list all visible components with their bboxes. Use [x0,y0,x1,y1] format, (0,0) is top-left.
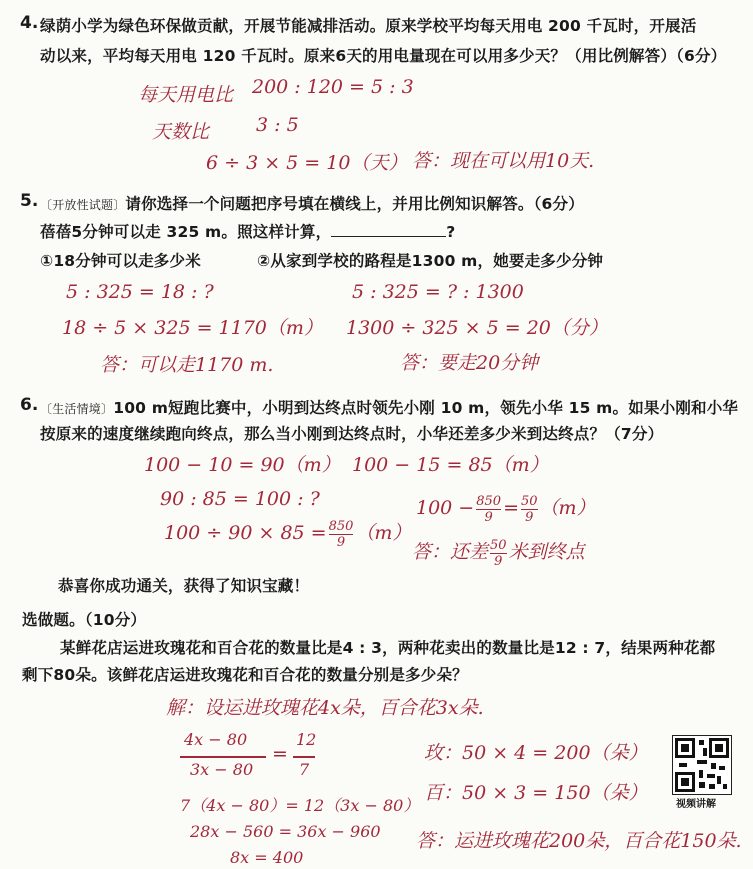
q6-hw-right1 [352,450,549,477]
extra-hw-answer: 答：运进玫瑰花200朵，百合花150朵. [416,830,742,852]
q6-hw-left3 [164,518,411,549]
fraction [521,495,538,524]
denominator: 9 [336,534,346,550]
q5-hw-right2: 1300 ÷ 325 × 5 = 20（分） [346,317,608,339]
q6-hw-left3-pre: 100 ÷ 90 × 85 = [164,522,327,544]
q5-hw-right3: 答：要走20分钟 [400,352,539,374]
numerator: 50 [520,493,538,509]
q5-line2-pre: 蓓蓓5分钟可以走 325 m。照这样计算， [40,223,332,241]
qr-module [699,782,705,788]
q5-line2-post: ? [446,223,456,241]
qr-finder [675,772,695,792]
qr-module [707,774,715,778]
q6-hw-right1-pre: 100 − 15 = [352,454,463,476]
q5-tag: 〔开放性试题〕 [40,198,126,212]
q6-hw-right2 [416,493,596,524]
q4-hw-label2: 天数比 [152,121,210,143]
qr-module [717,776,721,784]
q6-hw-left3-unit: （m） [355,522,412,544]
qr-module [699,770,703,778]
extra-hw-step3: 8x = 400 [230,848,304,867]
qr-code[interactable] [672,735,732,795]
extra-hw-setup: 解：设运进玫瑰花4x朵，百合花3x朵. [166,697,484,719]
qr-finder [709,738,729,758]
q6-line1-wrap [40,396,738,418]
denominator: 9 [494,553,503,569]
extra-line1: 某鲜花店运进玫瑰花和百合花的数量比是4 : 3，两种花卖出的数量比是12 : 7，结果两种花都 [60,639,716,657]
numerator: 850 [476,493,502,509]
q6-line2: 按原来的速度继续跑向终点，那么当小刚到达终点时，小华还差多少米到达终点？（7分） [40,425,664,443]
q4-number: 4. [20,13,39,33]
qr-module [679,763,687,767]
extra-line2: 剩下80朵。该鲜花店运进玫瑰花和百合花的数量分别是多少朵？ [22,666,468,684]
q6-number: 6. [20,395,39,415]
extra-hw-frac-eq: = [272,743,288,765]
extra-hw-frac-bar [180,756,266,758]
q6-line1: 100 m短跑比赛中，小明到达终点时领先小刚 10 m，领先小华 15 m。如果小刚和小华 [113,399,739,417]
qr-module [709,784,715,789]
q5-hw-left1: 5 : 325 = 18 : ? [66,281,214,303]
q6-hw-right2-unit: （m） [539,497,596,519]
q5-line1: 请你选择一个问题把序号填在横线上，并用比例知识解答。（6分） [125,195,584,213]
q4-hw-ratio2: 3 : 5 [256,114,299,136]
extra-title: 选做题。（10分） [22,611,147,629]
q5-line2 [40,220,456,242]
denominator: 9 [525,509,534,525]
q5-line1-wrap [40,192,584,214]
q6-hw-left2: 90 : 85 = 100 : ? [160,488,320,510]
denominator: 9 [484,509,493,525]
extra-hw-frac-num: 4x − 80 [184,730,248,749]
q6-hw-right1-val: 85 [468,454,493,476]
extra-hw-step2: 28x − 560 = 36x − 960 [190,822,381,841]
q4-hw-ratio1: 200 : 120 = 5 : 3 [252,76,414,98]
q5-hw-right1: 5 : 325 = ? : 1300 [352,281,524,303]
q6-hw-right1-unit: （m） [492,454,549,476]
q5-hw-left3: 答：可以走1170 m. [100,354,274,376]
fraction [329,520,354,549]
q6-hw-answer-post: 米到终点 [508,541,585,563]
qr-caption: 视频讲解 [676,799,716,810]
q6-hw-left1: 100 − 10 = 90（m） [144,454,341,476]
extra-hw-step1: 7（4x − 80）= 12（3x − 80） [180,796,420,815]
qr-module [697,760,707,764]
q6-hw-right2-pre: 100 − [416,497,475,519]
q4-line1: 绿荫小学为绿色环保做贡献，开展节能减排活动。原来学校平均每天用电 200 千瓦时，开展活 [40,17,697,35]
fraction [490,539,507,568]
q5-hw-left2: 18 ÷ 5 × 325 = 1170（m） [62,317,323,339]
numerator: 50 [490,537,507,553]
qr-module [723,784,727,789]
q5-option2: ②从家到学校的路程是1300 m，她要走多少分钟 [257,252,604,270]
extra-hw-rhs-bar [293,756,315,758]
equals: = [503,497,519,519]
extra-hw-frac-den: 3x − 80 [190,760,254,779]
qr-module [703,748,707,756]
q5-number: 5. [20,191,39,211]
q4-hw-label1: 每天用电比 [138,84,234,106]
q5-answer-blank[interactable] [331,222,446,237]
extra-hw-rose: 玫：50 × 4 = 200（朵） [424,742,648,764]
q6-hw-answer-pre: 答：还差 [412,541,489,563]
q6-hw-answer [412,537,585,568]
numerator: 850 [328,518,354,534]
q4-hw-calc: 6 ÷ 3 × 5 = 10（天） [206,152,408,174]
qr-module [699,740,704,745]
q5-option1: ①18分钟可以走多少米 [40,252,201,270]
qr-module [711,763,716,769]
q6-tag: 〔生活情境〕 [40,402,114,416]
q4-hw-answer: 答：现在可以用10天. [412,150,595,172]
qr-module [719,766,725,770]
qr-finder [675,738,695,758]
q4-line2: 动以来，平均每天用电 120 千瓦时。原来6天的用电量现在可以用多少天？（用比例解答）（6分） [40,47,727,65]
extra-hw-rhs-num: 12 [296,730,317,749]
extra-hw-lily: 百：50 × 3 = 150（朵） [424,782,648,804]
fraction [476,495,501,524]
congrats-text: 恭喜你成功通关，获得了知识宝藏！ [58,577,310,595]
extra-hw-rhs-den: 7 [299,760,310,779]
